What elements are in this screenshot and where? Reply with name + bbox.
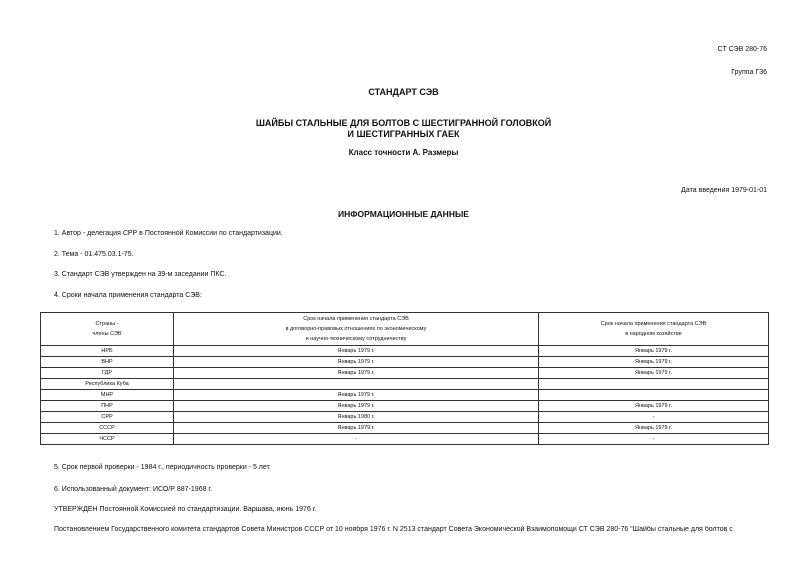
document-title bbox=[0, 118, 807, 140]
cell-economy-date: Январь 1979 г. bbox=[539, 346, 769, 357]
cell-country: Республика Куба bbox=[41, 379, 174, 390]
cell-economy-date: - bbox=[539, 434, 769, 445]
paragraph-approval: 3. Стандарт СЭВ утвержден на 39-м заседании ПКС. bbox=[54, 271, 227, 278]
cell-economy-date: Январь 1979 г. bbox=[539, 357, 769, 368]
document-group: Группа Г36 bbox=[731, 69, 767, 76]
cell-contract-date: Январь 1979 г. bbox=[174, 368, 539, 379]
table-row bbox=[41, 346, 769, 357]
table-row bbox=[41, 390, 769, 401]
standard-title: СТАНДАРТ СЭВ bbox=[368, 87, 439, 97]
info-heading: ИНФОРМАЦИОННЫЕ ДАННЫЕ bbox=[338, 209, 469, 219]
cell-country: НРБ bbox=[41, 346, 174, 357]
table-row bbox=[41, 357, 769, 368]
document-subtitle: Класс точности А. Размеры bbox=[348, 148, 459, 157]
cell-country: ПНР bbox=[41, 401, 174, 412]
document-title-line2: И ШЕСТИГРАННЫХ ГАЕК bbox=[347, 129, 460, 139]
table-row bbox=[41, 423, 769, 434]
table-row bbox=[41, 379, 769, 390]
column-header-country: Страны - члены СЭВ bbox=[41, 313, 174, 346]
paragraph-review: 5. Срок первой проверки - 1984 г., периодичность проверки - 5 лет. bbox=[54, 464, 271, 471]
cell-contract-date: Январь 1979 г. bbox=[174, 423, 539, 434]
cell-country: ЧССР bbox=[41, 434, 174, 445]
paragraph-decree: Постановлением Государственного комитета стандартов Совета Министров СССР от 10 ноября 1976 г. N 2513 стандарт Совета Экономической Взаимопомощи СТ СЭВ 280-76 "Шайбы стальные для болтов с bbox=[54, 526, 733, 533]
paragraph-start-dates: 4. Сроки начала применения стандарта СЭВ: bbox=[54, 292, 202, 299]
cell-contract-date: Январь 1979 г. bbox=[174, 390, 539, 401]
cell-contract-date: Январь 1979 г. bbox=[174, 346, 539, 357]
application-dates-table bbox=[40, 312, 769, 445]
document-title-line1: ШАЙБЫ СТАЛЬНЫЕ ДЛЯ БОЛТОВ С ШЕСТИГРАННОЙ ГОЛОВКОЙ bbox=[255, 118, 552, 128]
table-row bbox=[41, 401, 769, 412]
cell-economy-date bbox=[539, 390, 769, 401]
cell-country: СРР bbox=[41, 412, 174, 423]
paragraph-topic: 2. Тема - 01.475.03.1-75. bbox=[54, 251, 134, 258]
paragraph-reference-document: 6. Использованный документ: ИСО/Р 887-1968 г. bbox=[54, 486, 213, 493]
cell-country: МНР bbox=[41, 390, 174, 401]
document-code: СТ СЭВ 280-76 bbox=[717, 46, 767, 53]
cell-economy-date bbox=[539, 379, 769, 390]
cell-contract-date: - bbox=[174, 434, 539, 445]
cell-economy-date: Январь 1979 г. bbox=[539, 423, 769, 434]
paragraph-author: 1. Автор - делегация СРР в Постоянной Комиссии по стандартизации. bbox=[54, 230, 283, 237]
cell-contract-date: Январь 1979 г. bbox=[174, 357, 539, 368]
cell-economy-date: - bbox=[539, 412, 769, 423]
table-row bbox=[41, 368, 769, 379]
introduction-date: Дата введения 1979-01-01 bbox=[681, 187, 767, 194]
column-header-contract-date: Срок начала применения стандарта СЭВ в договорно-правовых отношениях по экономическому и научно-техническому сотрудничеству bbox=[174, 313, 539, 346]
cell-country: ГДР bbox=[41, 368, 174, 379]
cell-contract-date bbox=[174, 379, 539, 390]
column-header-economy-date: Срок начала применения стандарта СЭВ в народном хозяйстве bbox=[539, 313, 769, 346]
cell-country: СССР bbox=[41, 423, 174, 434]
table-row bbox=[41, 434, 769, 445]
cell-contract-date: Январь 1979 г. bbox=[174, 401, 539, 412]
cell-country: ВНР bbox=[41, 357, 174, 368]
paragraph-approved: УТВЕРЖДЕН Постоянной Комиссией по стандартизации. Варшава, июнь 1976 г. bbox=[54, 506, 317, 513]
table-row bbox=[41, 412, 769, 423]
cell-economy-date: Январь 1979 г. bbox=[539, 368, 769, 379]
cell-contract-date: Январь 1980 г. bbox=[174, 412, 539, 423]
table-header-row bbox=[41, 313, 769, 346]
cell-economy-date: Январь 1979 г. bbox=[539, 401, 769, 412]
